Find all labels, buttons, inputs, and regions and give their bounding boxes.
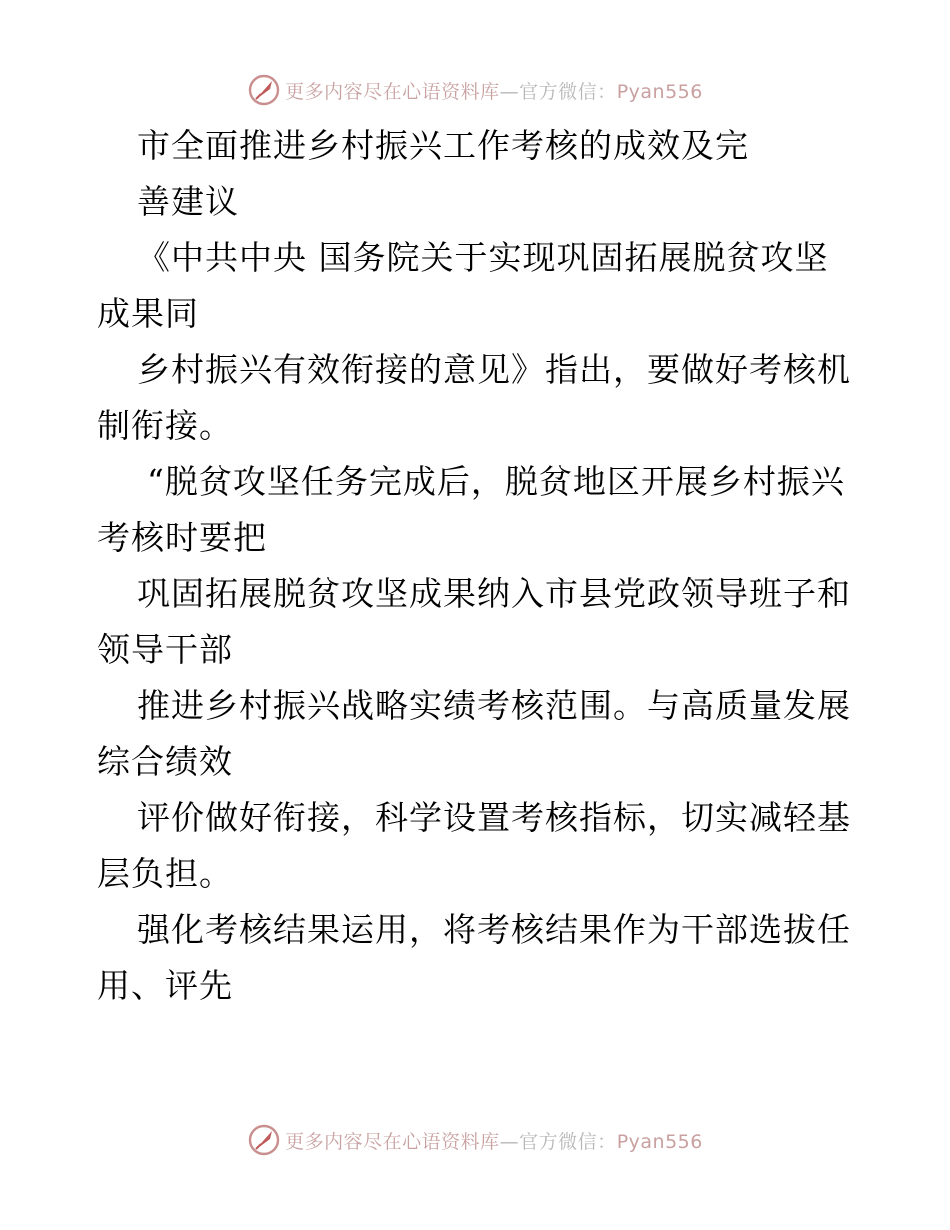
body-line: 评价做好衔接，科学设置考核指标，切实减轻基 [137, 798, 851, 837]
watermark-sub: 官方微信： [519, 80, 617, 103]
body-line: 巩固拓展脱贫攻坚成果纳入市县党政领导班子和 [137, 574, 851, 613]
quill-logo-icon [247, 1123, 281, 1157]
body-line: 层负担。 [97, 854, 233, 893]
watermark-id: Pyan556 [616, 1130, 703, 1153]
body-line: 《中共中央 国务院关于实现巩固拓展脱贫攻坚 [137, 238, 829, 277]
watermark-text [285, 1127, 703, 1154]
watermark-main: 更多内容尽在心语资料库 [285, 1130, 500, 1153]
body-line: “脱贫攻坚任务完成后，脱贫地区开展乡村振兴 [147, 462, 845, 501]
body-line: 成果同 [97, 294, 199, 333]
body-line: 乡村振兴有效衔接的意见》指出，要做好考核机 [137, 350, 851, 389]
body-line: 用、评先 [97, 966, 233, 1005]
quill-logo-icon [247, 73, 281, 107]
body-line: 考核时要把 [97, 518, 267, 557]
document-body [97, 118, 857, 1014]
watermark-main: 更多内容尽在心语资料库 [285, 80, 500, 103]
watermark-dash: — [499, 1130, 520, 1153]
watermark-id: Pyan556 [616, 80, 703, 103]
body-line: 领导干部 [97, 630, 233, 669]
watermark-sub: 官方微信： [519, 1130, 617, 1153]
watermark-text [285, 77, 703, 104]
body-line: 强化考核结果运用，将考核结果作为干部选拔任 [137, 910, 851, 949]
body-line: 推进乡村振兴战略实绩考核范围。与高质量发展 [137, 686, 851, 725]
body-line: 制衔接。 [97, 406, 233, 445]
body-line: 综合绩效 [97, 742, 233, 781]
footer-watermark [0, 1120, 950, 1160]
body-line: 市全面推进乡村振兴工作考核的成效及完 [137, 126, 749, 165]
watermark-dash: — [499, 80, 520, 103]
header-watermark [0, 70, 950, 110]
body-line: 善建议 [137, 182, 239, 221]
